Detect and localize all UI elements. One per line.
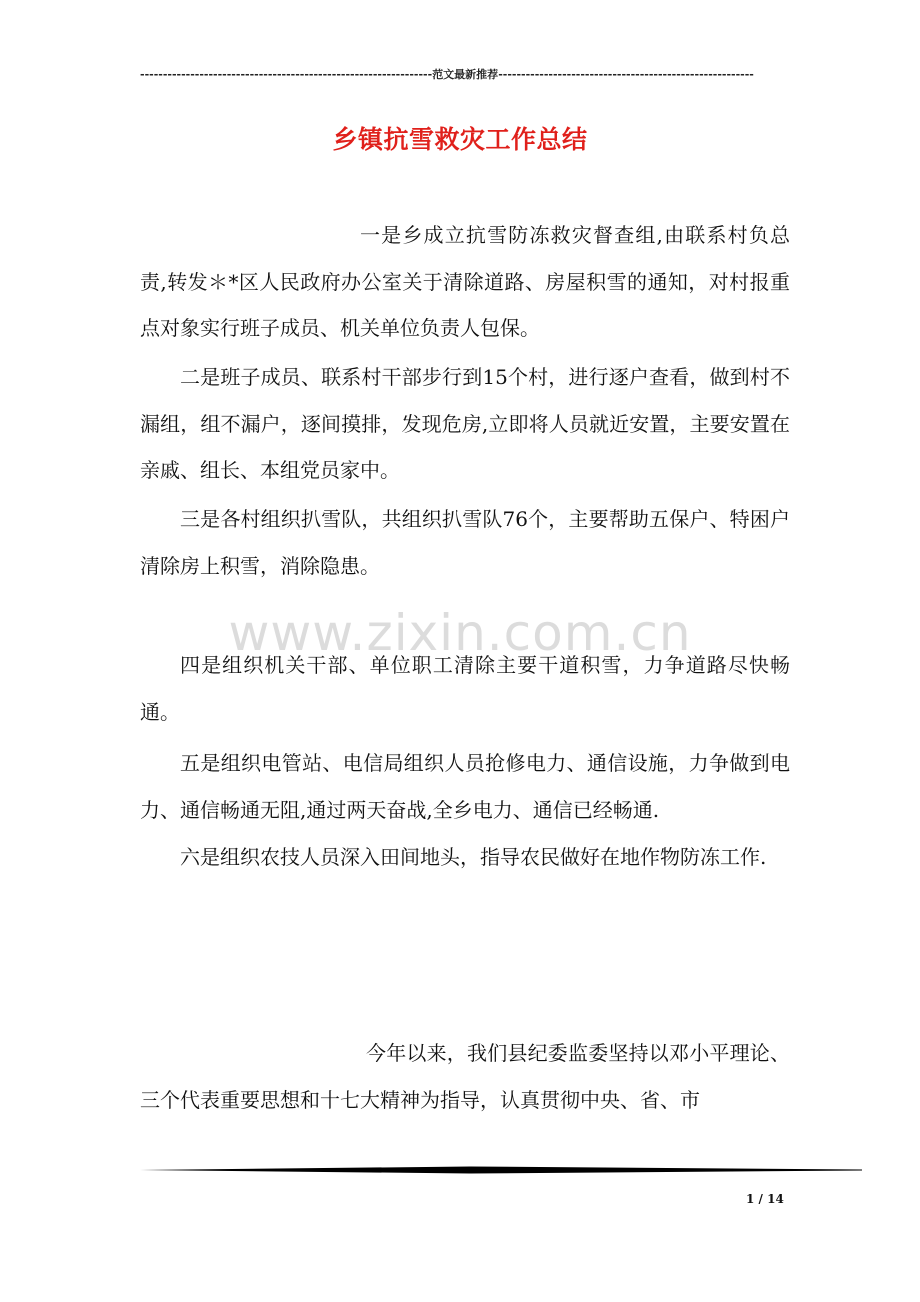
document-title: 乡镇抗雪救灾工作总结 <box>332 125 588 154</box>
paragraph-7: 今年以来，我们县纪委监委坚持以邓小平理论、三个代表重要思想和十七大精神为指导，认真贯彻中央、省、市 <box>140 1041 790 1112</box>
page-number: 1 / 14 <box>746 1192 784 1206</box>
page-header <box>140 66 768 82</box>
watermark: www.zixin.com.cn <box>228 604 692 662</box>
paragraph-4: 四是组织机关干部、单位职工清除主要干道积雪，力争道路尽快畅通。 <box>140 653 790 724</box>
paragraph-2: 二是班子成员、联系村干部步行到15个村，进行逐户查看，做到村不漏组，组不漏户，逐间摸排，发现危房,立即将人员就近安置，主要安置在亲戚、组长、本组党员家中。 <box>140 365 790 482</box>
header-label: 范文最新推荐 <box>432 68 499 81</box>
paragraph-1: 一是乡成立抗雪防冻救灾督查组,由联系村负总责,转发＊*区人民政府办公室关于清除道路、房屋积雪的通知，对村报重点对象实行班子成员、机关单位负责人包保。 <box>140 223 790 340</box>
footer-rule <box>140 1166 862 1174</box>
paragraph-6: 六是组织农技人员深入田间地头，指导农民做好在地作物防冻工作. <box>180 845 767 869</box>
paragraph-5: 五是组织电管站、电信局组织人员抢修电力、通信设施，力争做到电力、通信畅通无阻,通过两天奋战,全乡电力、通信已经畅通. <box>140 751 790 822</box>
header-dashes-right: -------------------------------------------------------- <box>498 68 754 81</box>
paragraph-3: 三是各村组织扒雪队，共组织扒雪队76个，主要帮助五保户、特困户清除房上积雪，消除隐患。 <box>140 507 790 578</box>
header-dashes-left: ---------------------------------------------------------------- <box>140 68 433 81</box>
